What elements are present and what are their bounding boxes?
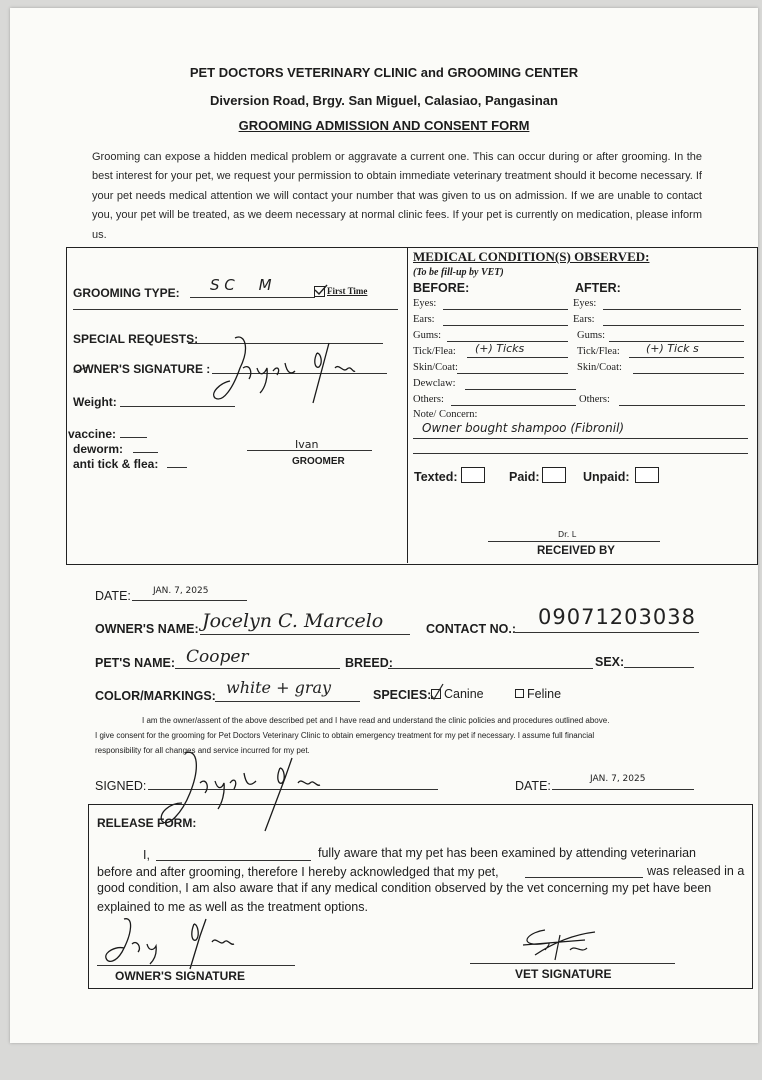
contact-value[interactable]: 09071203038 bbox=[538, 605, 696, 629]
before-dewclaw-label: Dewclaw: bbox=[413, 378, 456, 389]
before-gums-label: Gums: bbox=[413, 330, 442, 341]
before-tick-line[interactable] bbox=[467, 357, 568, 358]
canine-label: Canine bbox=[444, 687, 484, 701]
weight-label: Weight: bbox=[73, 395, 117, 409]
after-skin-line[interactable] bbox=[633, 373, 744, 374]
after-skin-label: Skin/Coat: bbox=[577, 362, 622, 373]
sex-line[interactable] bbox=[624, 667, 694, 668]
consent-date-label: DATE: bbox=[515, 779, 551, 793]
breed-label: BREED: bbox=[345, 656, 393, 670]
color-label: COLOR/MARKINGS: bbox=[95, 689, 216, 703]
species-label: SPECIES: bbox=[373, 688, 432, 702]
note-line-2 bbox=[413, 453, 748, 454]
before-eyes-line[interactable] bbox=[443, 309, 568, 310]
vet-sig-label: VET SIGNATURE bbox=[515, 967, 612, 981]
unpaid-checkbox[interactable] bbox=[635, 467, 659, 483]
anti-tick-label: anti tick & flea: bbox=[73, 457, 159, 471]
consent-line-3: responsibility for all changes and service incurred for my pet. bbox=[95, 746, 310, 755]
before-skin-line[interactable] bbox=[457, 373, 568, 374]
pet-name-label: PET'S NAME: bbox=[95, 656, 176, 670]
contact-label: CONTACT NO.: bbox=[426, 622, 517, 636]
date-line[interactable] bbox=[132, 600, 247, 601]
form-page bbox=[10, 8, 758, 1043]
grooming-extra-line bbox=[73, 309, 398, 310]
owner-name-label: OWNER'S NAME: bbox=[95, 622, 199, 636]
before-others-line[interactable] bbox=[451, 405, 576, 406]
pet-name-line bbox=[175, 668, 340, 669]
before-dewclaw-line[interactable] bbox=[465, 389, 576, 390]
consent-line-2: I give consent for the grooming for Pet Doctors Veterinary Clinic to obtain emergency treatment for my pet if necessary. I assume full financial bbox=[95, 731, 595, 740]
first-time-checkbox[interactable] bbox=[314, 286, 325, 297]
owner-name-value[interactable]: Jocelyn C. Marcelo bbox=[202, 610, 384, 632]
groomer-label: GROOMER bbox=[292, 456, 345, 467]
release-pet-line[interactable] bbox=[525, 877, 643, 878]
release-owner-signature-line[interactable] bbox=[97, 965, 295, 966]
color-value[interactable]: white + gray bbox=[226, 678, 332, 697]
vaccine-line[interactable] bbox=[120, 437, 147, 438]
consent-date-line[interactable] bbox=[552, 789, 694, 790]
feline-checkbox[interactable] bbox=[515, 689, 524, 698]
weight-line[interactable] bbox=[120, 406, 235, 407]
after-others-line[interactable] bbox=[619, 405, 745, 406]
after-label: AFTER: bbox=[575, 281, 621, 295]
first-time-label: First Time bbox=[327, 286, 368, 296]
special-requests-label: SPECIAL REQUESTS: bbox=[73, 332, 199, 346]
consent-line-1: I am the owner/assent of the above described pet and I have read and understand the clinic policies and procedures outlined above. bbox=[142, 716, 610, 725]
check-icon bbox=[430, 683, 444, 701]
paid-label: Paid: bbox=[509, 470, 540, 484]
form-title: GROOMING ADMISSION AND CONSENT FORM bbox=[238, 118, 530, 133]
anti-tick-line[interactable] bbox=[167, 467, 187, 468]
paid-checkbox[interactable] bbox=[542, 467, 566, 483]
release-owner-sig-label: OWNER'S SIGNATURE bbox=[115, 969, 245, 983]
owner-name-line bbox=[200, 634, 410, 635]
release-text-e: good condition, I am also aware that if any medical condition observed by the vet concerning my pet have been bbox=[97, 881, 712, 895]
vaccine-label: vaccine: bbox=[68, 427, 117, 441]
vet-signature-line[interactable] bbox=[470, 963, 675, 964]
box-divider bbox=[407, 247, 408, 563]
after-ears-label: Ears: bbox=[573, 314, 595, 325]
texted-label: Texted: bbox=[414, 470, 458, 484]
note-line-1 bbox=[413, 438, 748, 439]
medical-title: MEDICAL CONDITION(S) OBSERVED: bbox=[413, 249, 650, 264]
release-text-f: explained to me as well as the treatment options. bbox=[97, 900, 368, 914]
release-text-d: was released in a bbox=[647, 864, 745, 878]
after-eyes-label: Eyes: bbox=[573, 298, 597, 309]
release-text-a: I, bbox=[143, 848, 150, 862]
after-gums-label: Gums: bbox=[577, 330, 606, 341]
release-text-c: before and after grooming, therefore I hereby acknowledged that my pet, bbox=[97, 865, 499, 879]
before-tick-label: Tick/Flea: bbox=[413, 346, 456, 357]
groomer-line bbox=[247, 450, 372, 451]
before-ears-label: Ears: bbox=[413, 314, 435, 325]
after-others-label: Others: bbox=[579, 394, 610, 405]
deworm-line[interactable] bbox=[133, 452, 158, 453]
received-initials: Dr. L bbox=[558, 530, 577, 539]
groomer-name: Ivan bbox=[295, 438, 319, 451]
check-icon bbox=[314, 284, 328, 296]
contact-line bbox=[515, 632, 699, 633]
breed-line[interactable] bbox=[388, 668, 593, 669]
deworm-label: deworm: bbox=[73, 442, 124, 456]
before-ears-line[interactable] bbox=[443, 325, 568, 326]
date-label: DATE: bbox=[95, 589, 131, 603]
texted-checkbox[interactable] bbox=[461, 467, 485, 483]
unpaid-label: Unpaid: bbox=[583, 470, 630, 484]
after-eyes-line[interactable] bbox=[603, 309, 741, 310]
signed-label: SIGNED: bbox=[95, 779, 147, 793]
release-title: RELEASE FORM: bbox=[97, 816, 197, 830]
note-label: Note/ Concern: bbox=[413, 409, 478, 420]
grooming-type-label: GROOMING TYPE: bbox=[73, 286, 180, 300]
before-label: BEFORE: bbox=[413, 281, 470, 295]
grooming-type-line bbox=[190, 297, 315, 298]
received-by-label: RECEIVED BY bbox=[537, 545, 615, 557]
intro-paragraph: Grooming can expose a hidden medical problem or aggravate a current one. This can occur during or after grooming. In the best interest for your pet, we request your permission to obtain immediate veterinary treatment should it become necessary. If your pet needs medical attention we will contact your number that was given to us on admission. If we are unable to contact you, your pet will be treated, as we deem necessary at normal clinic fees. If your pet is currently on medication, please inform us. bbox=[92, 151, 702, 241]
after-tick-value: (+) Tick s bbox=[646, 342, 699, 355]
after-tick-line[interactable] bbox=[629, 357, 744, 358]
received-line bbox=[488, 541, 660, 542]
clinic-address: Diversion Road, Brgy. San Miguel, Calasiao, Pangasinan bbox=[210, 93, 558, 108]
feline-label: Feline bbox=[527, 687, 562, 701]
release-name-line[interactable] bbox=[156, 860, 311, 861]
before-skin-label: Skin/Coat: bbox=[413, 362, 458, 373]
before-others-label: Others: bbox=[413, 394, 444, 405]
before-tick-value: (+) Ticks bbox=[475, 342, 525, 355]
owner-signature-label: OWNER'S SIGNATURE : bbox=[73, 362, 211, 376]
grooming-type-value[interactable]: S C M bbox=[210, 276, 272, 294]
pet-name-value[interactable]: Cooper bbox=[186, 647, 249, 667]
clinic-name: PET DOCTORS VETERINARY CLINIC and GROOMING CENTER bbox=[189, 65, 579, 80]
after-ears-line[interactable] bbox=[603, 325, 744, 326]
medical-subtitle: (To be fill-up by VET) bbox=[413, 267, 504, 278]
before-eyes-label: Eyes: bbox=[413, 298, 437, 309]
after-tick-label: Tick/Flea: bbox=[577, 346, 620, 357]
date-value: JAN. 7, 2025 bbox=[153, 586, 209, 596]
sex-label: SEX: bbox=[595, 655, 625, 669]
note-value[interactable]: Owner bought shampoo (Fibronil) bbox=[422, 421, 625, 435]
color-line bbox=[215, 701, 360, 702]
canine-checkbox[interactable] bbox=[431, 689, 441, 699]
release-text-b: fully aware that my pet has been examined by attending veterinarian bbox=[318, 846, 697, 860]
consent-date-value: JAN. 7, 2025 bbox=[590, 774, 646, 784]
